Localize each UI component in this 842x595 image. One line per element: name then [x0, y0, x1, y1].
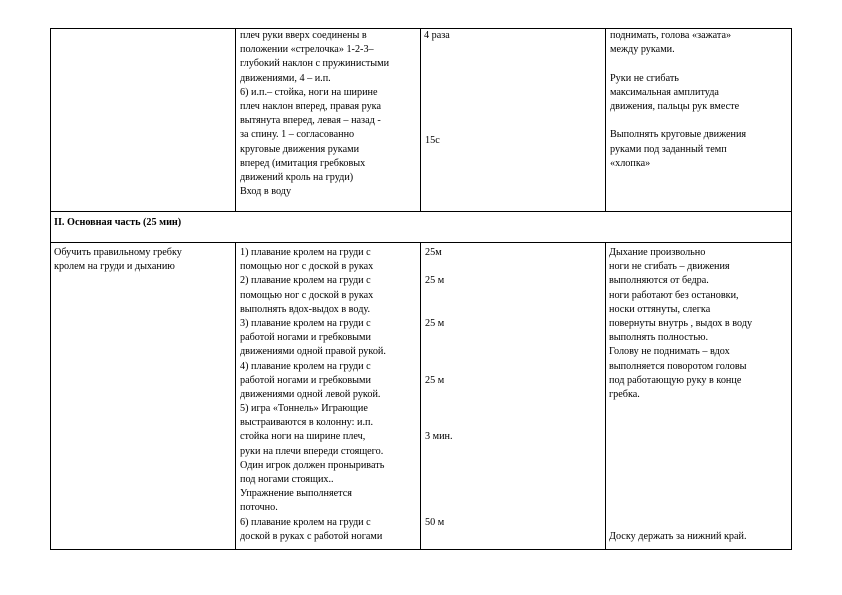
text-line: повернуты внутрь , выдох в воду — [609, 317, 753, 329]
dosage-value: 3 мин. — [425, 431, 453, 443]
dosage-value: 50 м — [425, 516, 445, 528]
text-line: Упражнение выполняется — [240, 488, 352, 500]
text-line: глубокий наклон с пружинистыми — [240, 58, 390, 70]
row3-guidelines — [609, 246, 752, 544]
text-line: выполнять вдох-выдох в воду. — [240, 303, 371, 315]
column-divider — [420, 242, 421, 549]
dosage-value — [425, 501, 453, 515]
row3-exercise-list — [240, 246, 386, 544]
text-line: за спину. 1 – согласованно — [240, 129, 355, 141]
dosage-value: 25 м — [425, 275, 445, 287]
text-line: движения, пальцы рук вместе — [610, 100, 740, 112]
text-line: помощью ног с доской в руках — [240, 261, 374, 273]
dosage-value: 25м — [425, 247, 442, 258]
dosage-value: 25 м — [425, 317, 445, 329]
dosage-value — [425, 345, 453, 359]
dosage-value — [425, 473, 453, 487]
text-line: положении «стрелочка» 1-2-3– — [240, 44, 374, 56]
table-border-left — [50, 28, 51, 550]
row3-dosage — [425, 246, 453, 544]
row-divider — [50, 242, 792, 243]
dosage-value: 15с — [425, 135, 440, 146]
text-line: между руками. — [610, 44, 675, 56]
text-line: под работающую руку в конце — [609, 374, 742, 386]
text-line — [609, 487, 752, 501]
text-line: плеч руки вверх соединены в — [240, 30, 367, 41]
text-line: под ногами стоящих.. — [240, 474, 334, 485]
dosage-value — [425, 459, 453, 473]
text-line: движениями, 4 – и.п. — [240, 72, 331, 84]
text-line: Руки не сгибать — [610, 72, 679, 84]
text-line: 5) игра «Тоннель» Играющие — [240, 403, 368, 415]
dosage-value — [425, 388, 453, 402]
text-line: 3) плавание кролем на груди с — [240, 317, 371, 329]
text-line — [609, 430, 752, 444]
text-line: выполняется поворотом головы — [609, 360, 747, 372]
section-title: II. Основная часть (25 мин) — [54, 217, 182, 228]
text-line: помощью ног с доской в руках — [240, 289, 374, 301]
text-line: Один игрок должен проныривать — [240, 459, 385, 471]
text-line: кролем на груди и дыханию — [54, 261, 175, 273]
text-line: доской в руках с работой ногами — [240, 530, 383, 542]
text-line: Дыхание произвольно — [609, 247, 706, 258]
lesson-plan-table — [50, 28, 792, 550]
text-line: Выполнять круговые движения — [610, 129, 747, 141]
text-line: движениями одной левой рукой. — [240, 388, 381, 400]
dosage-value — [425, 416, 453, 430]
text-line: работой ногами и гребковыми — [240, 374, 371, 386]
text-line: 4) плавание кролем на груди с — [240, 360, 371, 372]
row1-guidelines — [610, 29, 746, 171]
text-line: 6) плавание кролем на груди с — [240, 516, 371, 528]
column-divider — [605, 242, 606, 549]
column-divider — [235, 28, 236, 211]
column-divider — [605, 28, 606, 211]
text-line: вперед (имитация гребковых — [240, 157, 366, 169]
text-line: движениями одной правой рукой. — [240, 346, 386, 358]
text-line: Обучить правильному гребку — [54, 247, 182, 258]
text-line: ноги работают без остановки, — [609, 289, 739, 301]
text-line — [609, 402, 752, 416]
text-line: круговые движения руками — [240, 143, 360, 155]
text-line: 6) и.п.– стойка, ноги на ширине — [240, 86, 378, 98]
text-line: гребка. — [609, 388, 640, 400]
text-line: выполнять полностью. — [609, 332, 709, 344]
column-divider — [235, 242, 236, 549]
row1-exercise-list — [240, 29, 389, 199]
text-line: выстраиваются в колонну: и.п. — [240, 417, 373, 429]
dosage-value — [425, 289, 453, 303]
text-line: выполняются от бедра. — [609, 275, 709, 287]
text-line: ноги не сгибать – движения — [609, 261, 730, 273]
row1-dosage-a — [424, 29, 450, 43]
table-border-right — [791, 28, 792, 550]
text-line: руки на плечи впереди стоящего. — [240, 445, 384, 457]
text-line: Доску держать за нижний край. — [609, 530, 747, 542]
dosage-value — [425, 260, 453, 274]
text-line — [609, 445, 752, 459]
row-divider — [50, 211, 792, 212]
text-line — [609, 459, 752, 473]
text-line: руками под заданный темп — [610, 143, 727, 155]
row3-objective — [54, 246, 182, 274]
dosage-value — [425, 303, 453, 317]
text-line — [610, 114, 746, 128]
text-line: вытянута вперед, левая – назад - — [240, 115, 381, 127]
text-line: носки оттянуты, слегка — [609, 303, 711, 315]
text-line: плеч наклон вперед, правая рука — [240, 100, 381, 112]
text-line: Вход в воду — [240, 186, 292, 198]
text-line — [609, 501, 752, 515]
dosage-value — [425, 402, 453, 416]
text-line: поточно. — [240, 502, 278, 514]
table-border-bottom — [50, 549, 792, 550]
row1-dosage-b — [425, 134, 440, 148]
text-line: Голову не поднимать – вдох — [609, 346, 730, 358]
text-line: поднимать, голова «зажата» — [610, 30, 732, 41]
column-divider — [420, 28, 421, 211]
dosage-value — [425, 360, 453, 374]
text-line — [609, 516, 752, 530]
text-line: 1) плавание кролем на груди с — [240, 247, 371, 258]
dosage-value: 25 м — [425, 374, 445, 386]
dosage-value — [425, 445, 453, 459]
text-line — [609, 473, 752, 487]
text-line: 2) плавание кролем на груди с — [240, 275, 371, 287]
text-line: стойка ноги на ширине плеч, — [240, 431, 366, 443]
dosage-value — [425, 331, 453, 345]
text-line: работой ногами и гребковыми — [240, 332, 371, 344]
text-line: «хлопка» — [610, 157, 651, 169]
text-line — [609, 416, 752, 430]
text-line — [610, 57, 746, 71]
text-line: движений кроль на груди) — [240, 171, 354, 183]
dosage-value — [425, 530, 453, 544]
text-line: максимальная амплитуда — [610, 86, 719, 98]
dosage-value: 4 раза — [424, 30, 450, 41]
dosage-value — [425, 487, 453, 501]
